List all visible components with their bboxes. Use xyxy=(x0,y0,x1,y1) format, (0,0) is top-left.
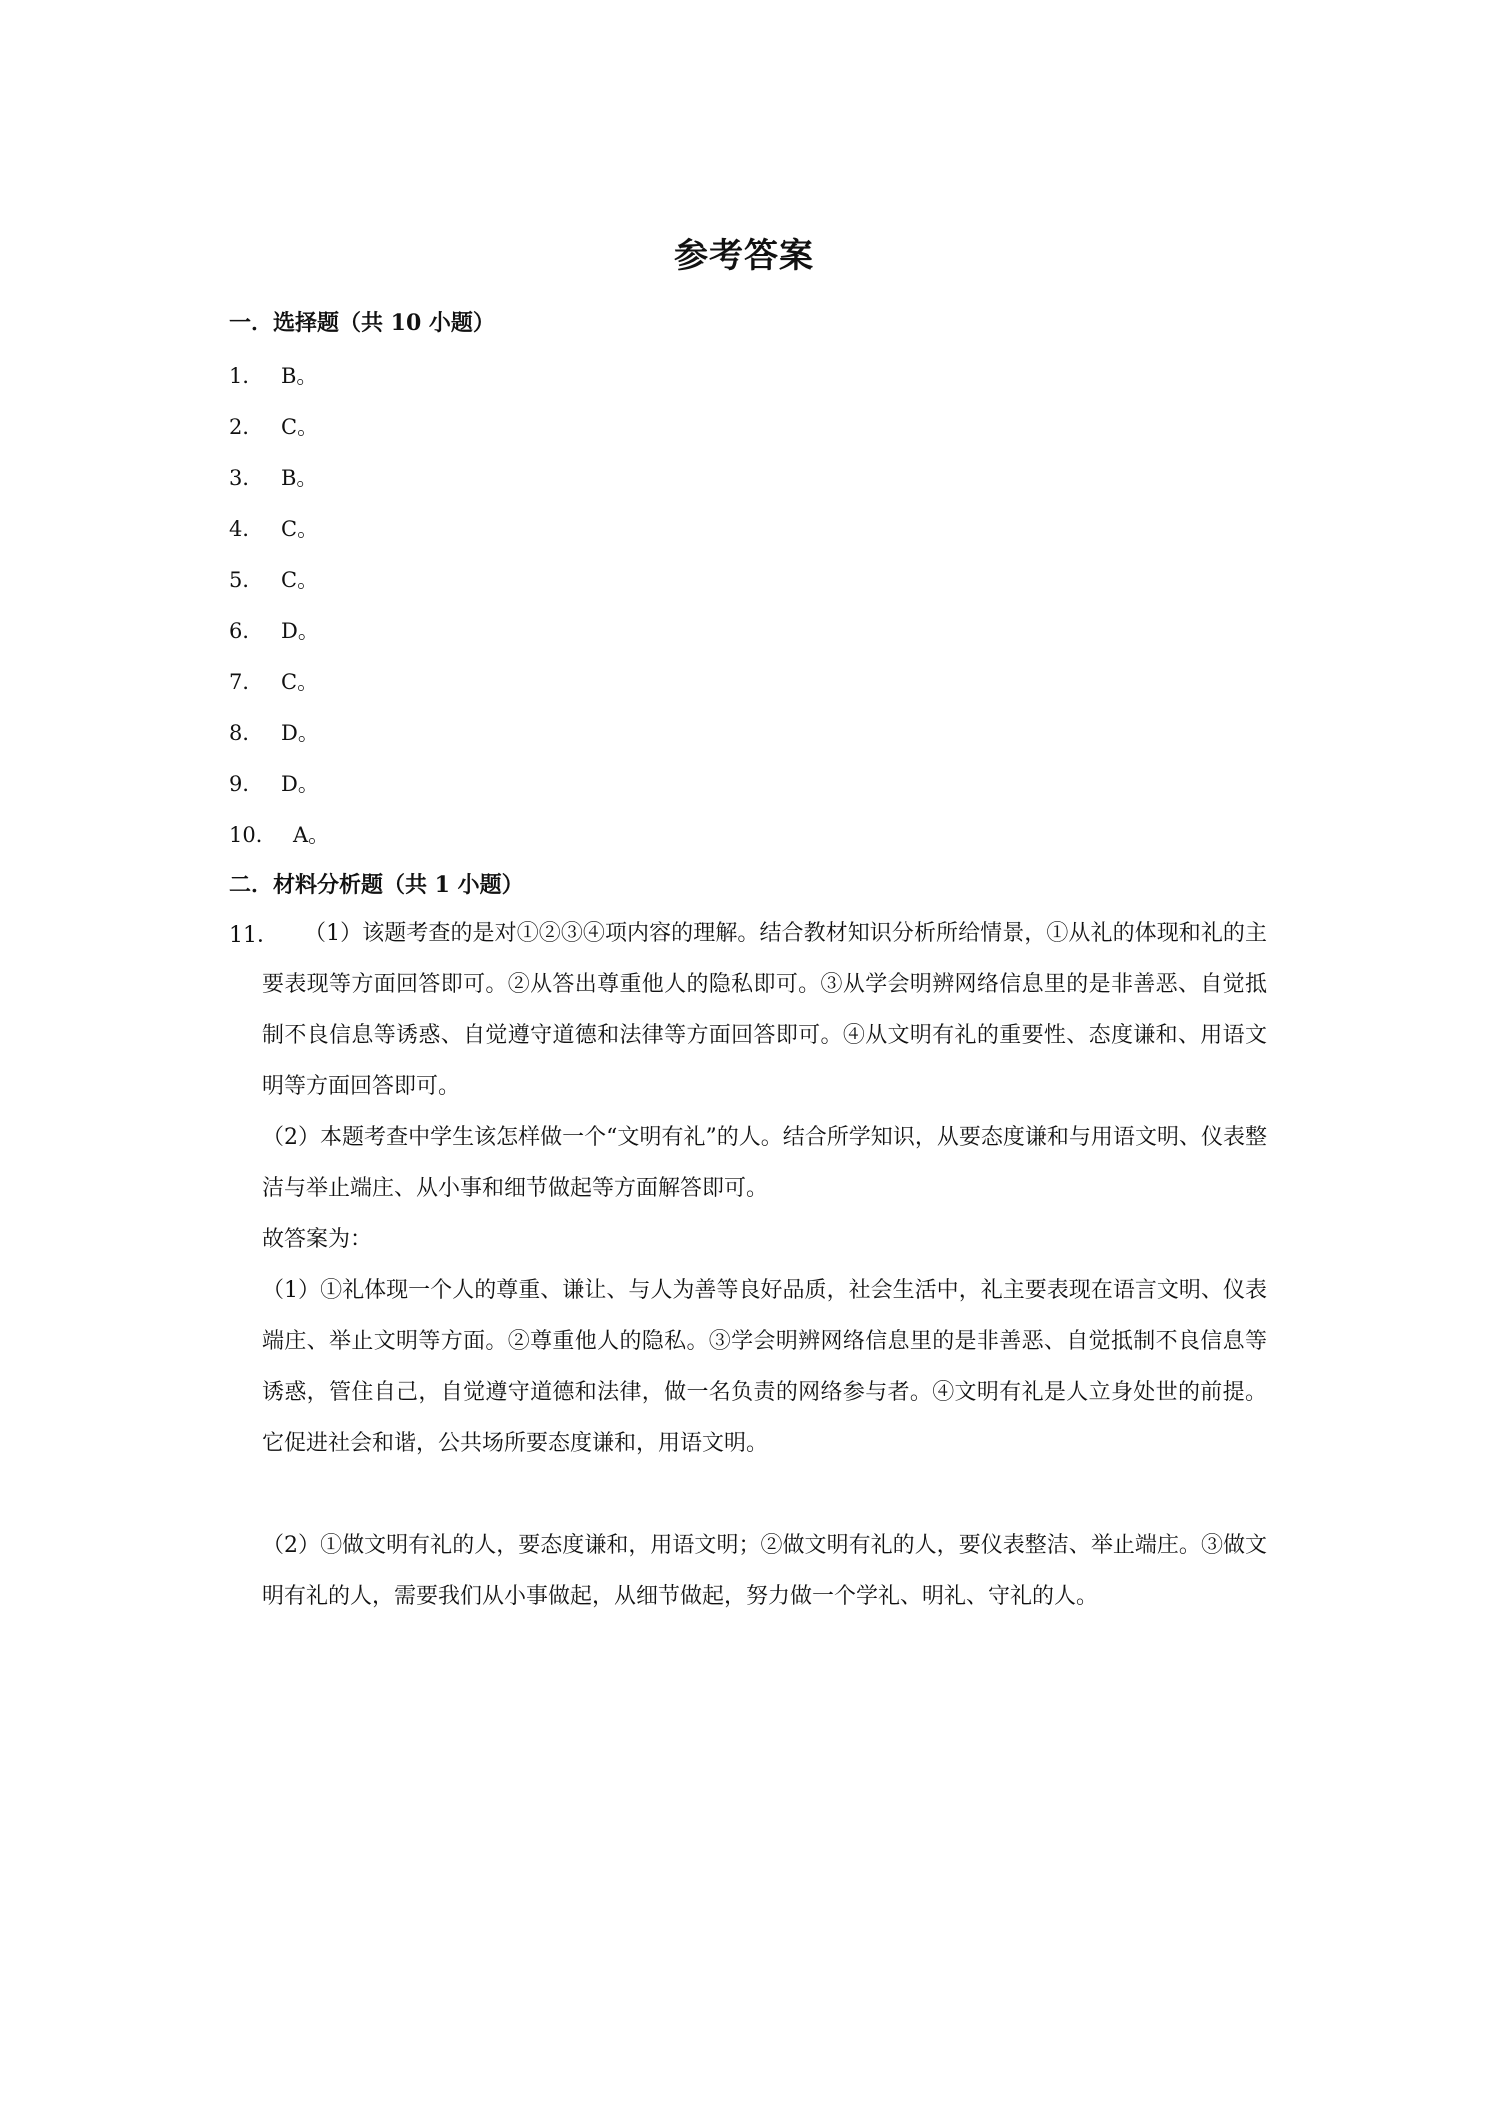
answer-value: C。 xyxy=(281,517,319,541)
answer-item xyxy=(229,768,319,798)
answer-number: 6． xyxy=(229,619,264,643)
answer-number: 7． xyxy=(229,670,264,694)
page-title: 参考答案 xyxy=(674,236,814,276)
answer-value: D。 xyxy=(281,619,319,643)
answer-item xyxy=(229,717,319,747)
answer-value: B。 xyxy=(281,364,318,388)
answer-item xyxy=(229,666,318,696)
answer-value: B。 xyxy=(281,466,318,490)
answer-value: D。 xyxy=(281,772,319,796)
answer-item xyxy=(229,462,317,492)
answer-number: 3． xyxy=(229,466,264,490)
section-heading-material: 二．材料分析题（共 1 小题） xyxy=(229,872,524,898)
answer-item xyxy=(229,564,318,594)
answer-value: D。 xyxy=(281,721,319,745)
answer-value: C。 xyxy=(281,670,319,694)
question-number: 11． xyxy=(229,923,279,948)
answer-number: 2． xyxy=(229,415,264,439)
analysis-part-2: （2）本题考查中学生该怎样做一个“文明有礼”的人。结合所学知识，从要态度谦和与用语文明、仪表整洁与举止端庄、从小事和细节做起等方面解答即可。 xyxy=(262,1125,1267,1201)
answer-item xyxy=(229,360,317,390)
answer-item xyxy=(229,411,318,441)
analysis-part-1: （1）该题考查的是对①②③④项内容的理解。结合教材知识分析所给情景，①从礼的体现和礼的主要表现等方面回答即可。②从答出尊重他人的隐私即可。③从学会明辨网络信息里的是非善恶、自觉抵制不良信息等诱惑、自觉遵守道德和法律等方面回答即可。④从文明有礼的重要性、态度谦和、用语文明等方面回答即可。 xyxy=(262,921,1267,1099)
answer-number: 10． xyxy=(229,823,277,847)
answer-value: C。 xyxy=(281,568,319,592)
answer-value: A。 xyxy=(293,823,330,847)
answer-item xyxy=(229,615,319,645)
answer-number: 9． xyxy=(229,772,264,796)
answer-item xyxy=(229,513,318,543)
answer-number: 5． xyxy=(229,568,264,592)
answer-number: 4． xyxy=(229,517,264,541)
final-answer-part-1: （1）①礼体现一个人的尊重、谦让、与人为善等良好品质，社会生活中，礼主要表现在语言文明、仪表端庄、举止文明等方面。②尊重他人的隐私。③学会明辨网络信息里的是非善恶、自觉抵制不良信息等诱惑，管住自己，自觉遵守道德和法律，做一名负责的网络参与者。④文明有礼是人立身处世的前提。它促进社会和谐，公共场所要态度谦和，用语文明。 xyxy=(262,1278,1267,1456)
answer-label: 故答案为： xyxy=(262,1227,373,1252)
answer-number: 8． xyxy=(229,721,264,745)
answer-value: C。 xyxy=(281,415,319,439)
section-heading-choice: 一．选择题（共 10 小题） xyxy=(229,310,495,336)
answer-item xyxy=(229,819,329,849)
final-answer-part-2: （2）①做文明有礼的人，要态度谦和，用语文明；②做文明有礼的人，要仪表整洁、举止端庄。③做文明有礼的人，需要我们从小事做起，从细节做起，努力做一个学礼、明礼、守礼的人。 xyxy=(262,1533,1267,1609)
answer-number: 1． xyxy=(229,364,264,388)
